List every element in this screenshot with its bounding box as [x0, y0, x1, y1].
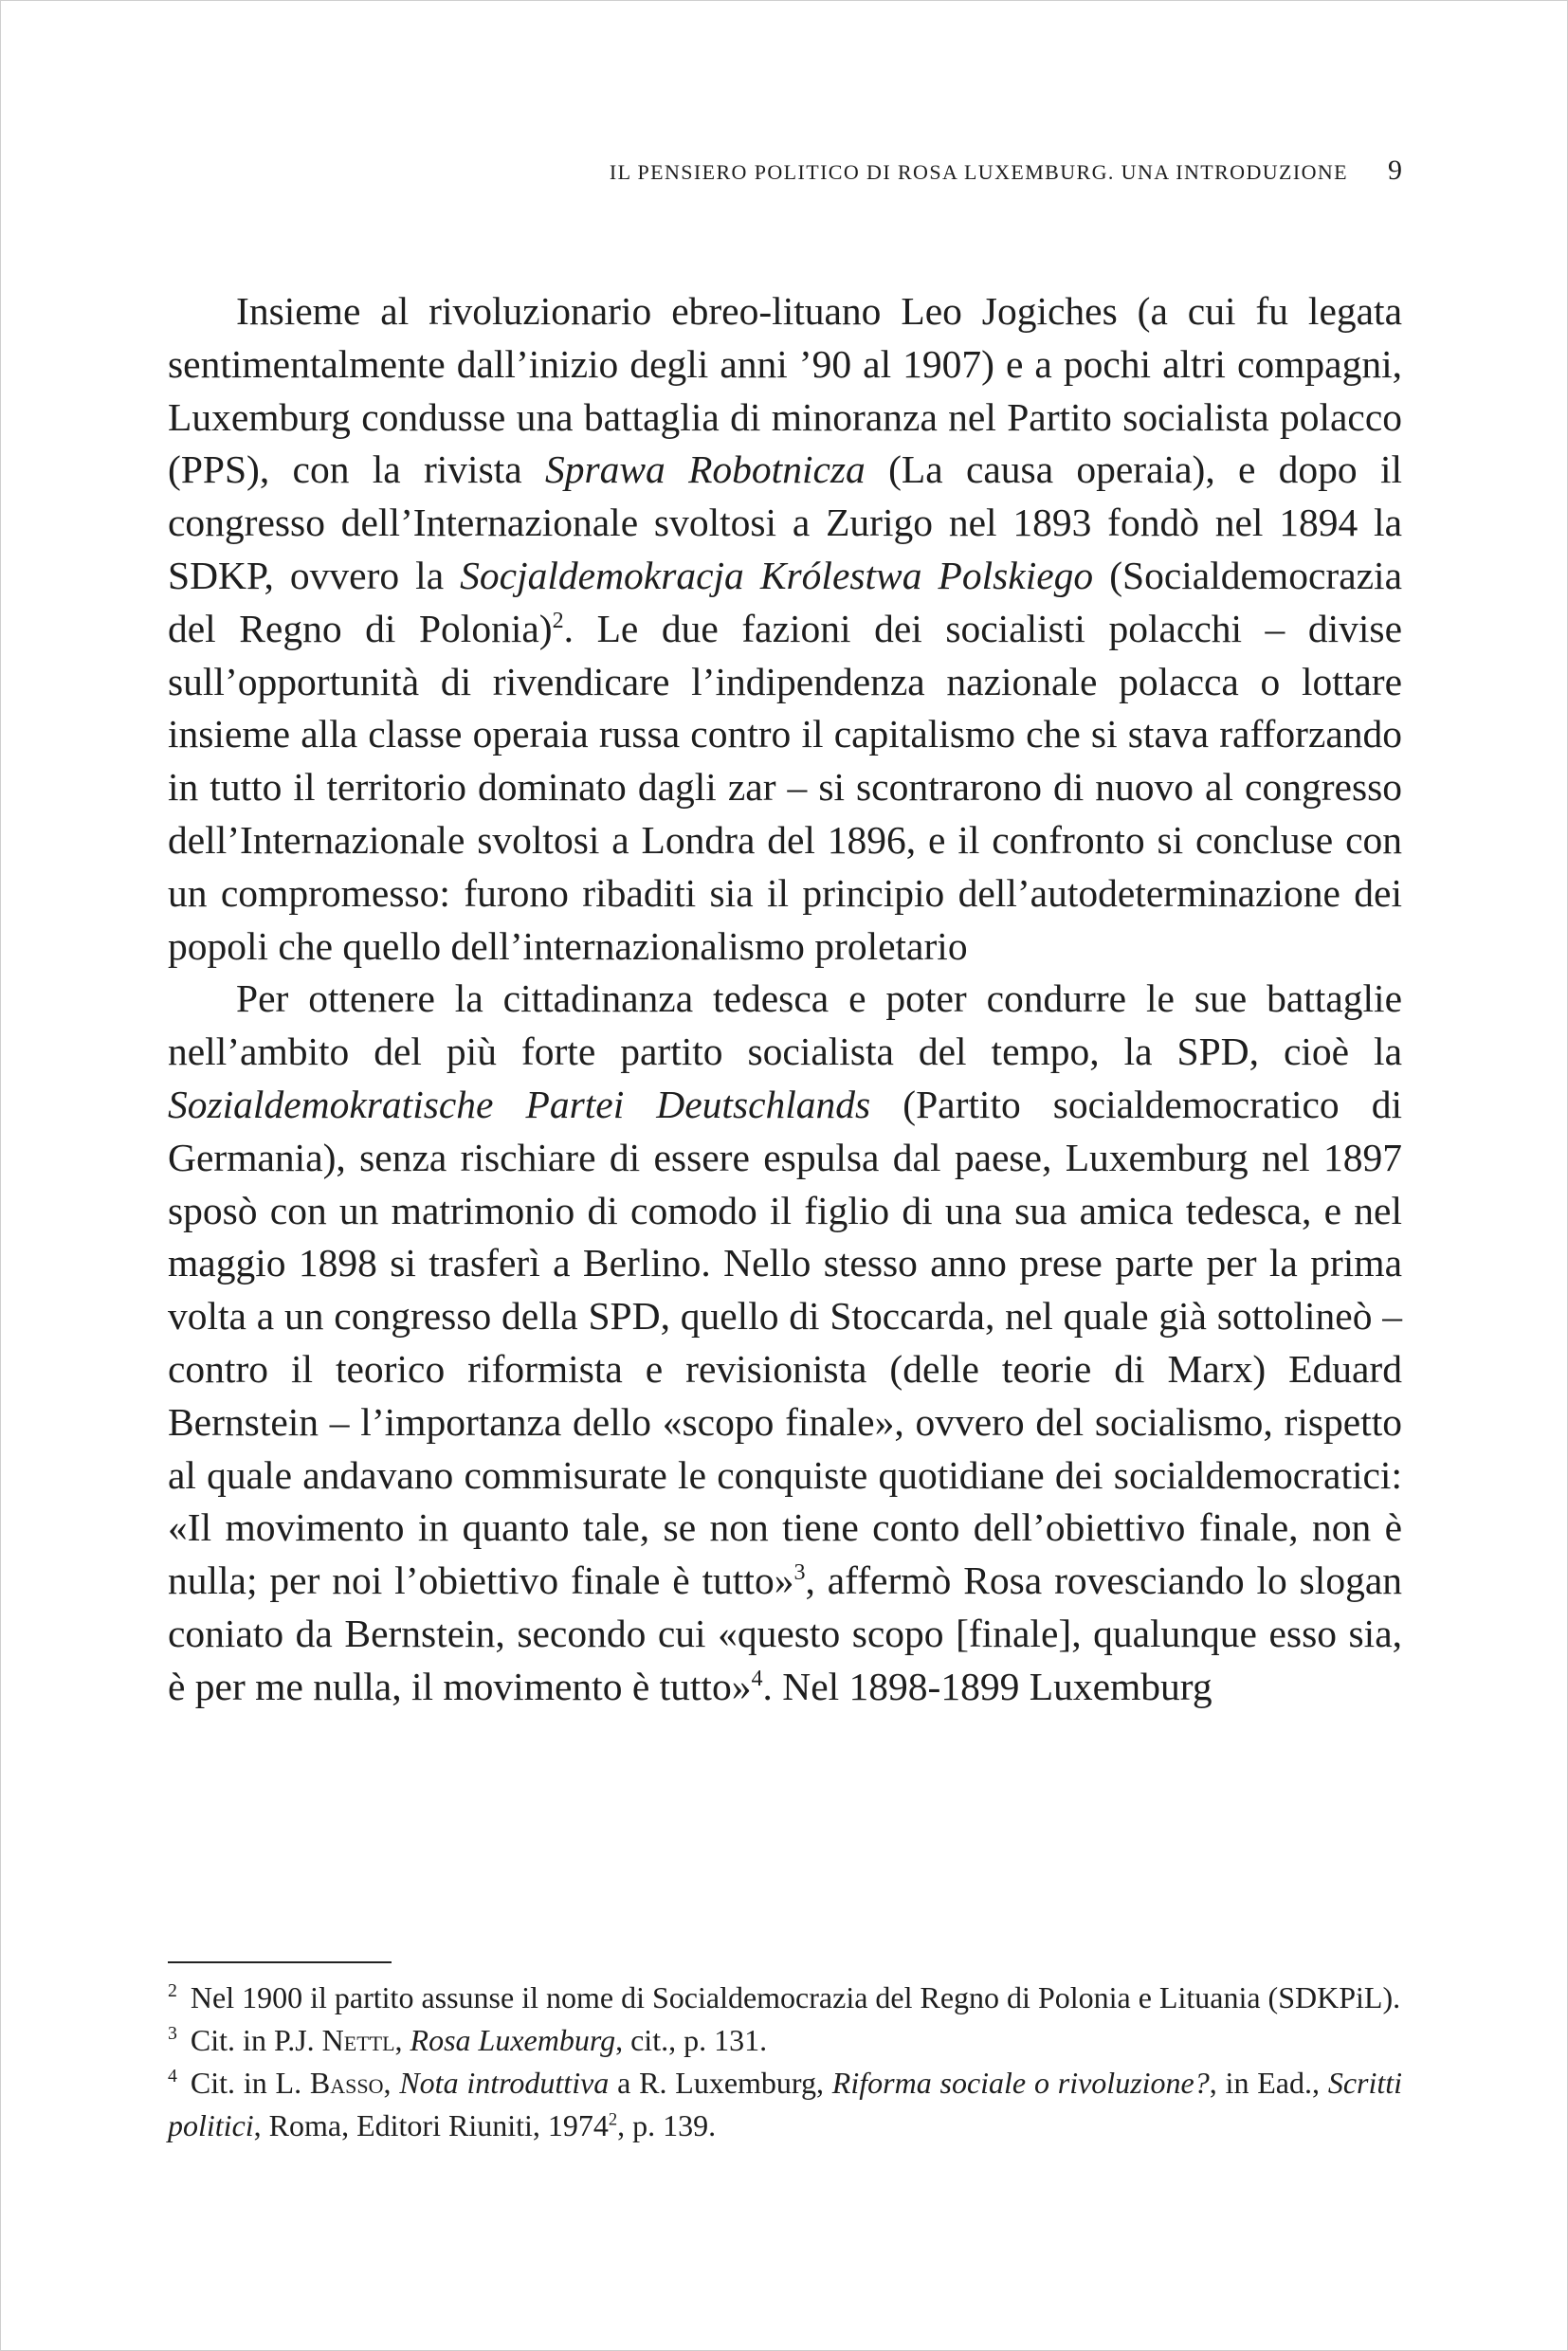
footnote-ref[interactable]: 2	[552, 608, 564, 633]
footnote: $^3$ Cit. in P.J. Nettl, Rosa Luxemburg, cit., p. 131.	[168, 2023, 768, 2057]
footnote: $^4$ Cit. in L. Basso, Nota introduttiva a R. Luxemburg, Riforma sociale o rivoluzione?, in Ead., Scritti politici, Roma, Editori Riuniti, 1974$^2$, p. 139.	[168, 2066, 1403, 2142]
footnote-ref[interactable]: 4	[751, 1666, 763, 1691]
footnotes	[168, 1977, 1402, 2147]
italic-title: Riforma sociale o rivoluzione?	[831, 2066, 1210, 2100]
page-number: 9	[1388, 155, 1402, 186]
italic-title: Socjaldemokracja Królestwa Polskiego	[460, 553, 1094, 597]
author-name: Nettl	[321, 2023, 395, 2057]
paragraph: Per ottenere la cittadinanza tedesca e poter condurre le sue battaglie nell’ambito del più forte partito socialista del tempo, la SPD, cioè la Sozialdemokratische Partei Deutschlands (Partito socialdemocratico di Germania), senza rischiare di essere espulsa dal paese, Luxemburg nel 1897 sposò con un matrimonio di comodo il figlio di una sua amica tedesca, e nel maggio 1898 si trasferì a Berlino. Nello stesso anno prese parte per la prima volta a un congresso della SPD, quello di Stoccarda, nel quale già sottolineò – contro il teorico riformista e revisionista (delle teorie di Marx) Eduard Bernstein – l’importanza dello «scopo finale», ovvero del socialismo, rispetto al quale andavano commisurate le conquiste quotidiane dei socialdemocratici: «Il movimento in quanto tale, se non tiene conto dell’obiettivo finale, non è nulla; per noi l’obiettivo finale è tutto»$^3$, affermò Rosa rovesciando lo slogan coniato da Bernstein, secondo cui «questo scopo [finale], qualunque esso sia, è per me nulla, il movimento è tutto»$^4$. Nel 1898-1899 Luxemburg	[168, 976, 1402, 1708]
edition-superscript: 2	[608, 2109, 618, 2130]
italic-title: Nota introduttiva	[399, 2066, 610, 2100]
italic-title: Sozialdemokratische Partei Deutschlands	[168, 1082, 871, 1126]
footnote-number: 4	[168, 2066, 177, 2087]
running-title: IL PENSIERO POLITICO DI ROSA LUXEMBURG. UNA INTRODUZIONE	[609, 160, 1348, 184]
footnote-number: 2	[168, 1980, 177, 2002]
footnote: $^2$ Nel 1900 il partito assunse il nome di Socialdemocrazia del Regno di Polonia e Lituania (SDKPiL).	[168, 1980, 1401, 2014]
footnote-ref[interactable]: 3	[793, 1560, 806, 1586]
italic-title: Sprawa Robotnicza	[544, 447, 866, 492]
paragraph: Insieme al rivoluzionario ebreo-lituano Leo Jogiches (a cui fu legata sentimentalmente dall’inizio degli anni ’90 al 1907) e a pochi altri compagni, Luxemburg condusse una battaglia di minoranza nel Partito socialista polacco (PPS), con la rivista Sprawa Robotnicza (La causa operaia), e dopo il congresso dell’Internazionale svoltosi a Zurigo nel 1893 fondò nel 1894 la SDKP, ovvero la Socjaldemokracja Królestwa Polskiego (Socialdemocrazia del Regno di Polonia)$^2$. Le due fazioni dei socialisti polacchi – divise sull’opportunità di rivendicare l’indipendenza nazionale polacca o lottare insieme alla classe operaia russa contro il capitalismo che si stava rafforzando in tutto il territorio dominato dagli zar – si scontrarono di nuovo al congresso dell’Internazionale svoltosi a Londra del 1896, e il confronto si concluse con un compromesso: furono ribaditi sia il principio dell’autodeterminazione dei popoli che quello dell’internazionalismo proletario	[168, 289, 1402, 968]
italic-title: Scritti politici	[168, 2066, 1403, 2142]
footnote-separator	[168, 1961, 392, 1963]
italic-title: Rosa Luxemburg	[410, 2023, 616, 2057]
body-text	[168, 285, 1402, 1714]
footnote-number: 3	[168, 2023, 177, 2045]
author-name: Basso	[309, 2066, 384, 2100]
running-header	[168, 155, 1402, 187]
